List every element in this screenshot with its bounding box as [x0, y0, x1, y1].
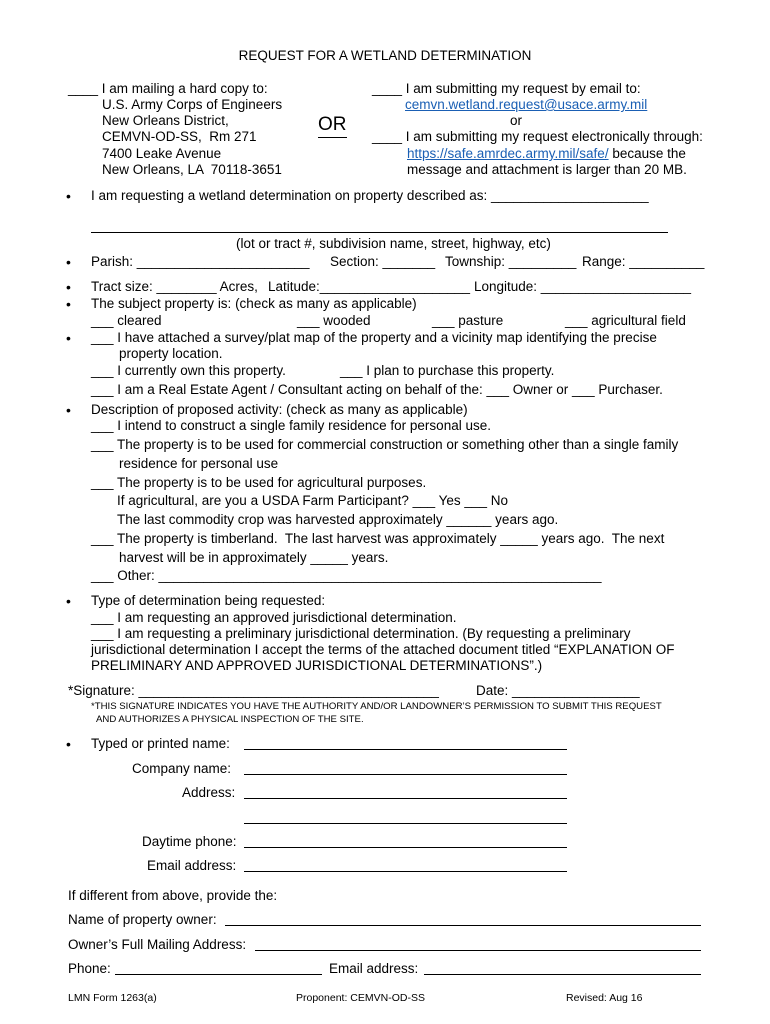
bullet-icon: • [66, 279, 71, 295]
timberland-line-2[interactable]: harvest will be in approximately _____ years. [119, 550, 389, 565]
commodity-question[interactable]: The last commodity crop was harvested approximately ______ years ago. [117, 512, 559, 527]
other-activity-field[interactable]: ___ Other: ___________________________________________________________ [91, 568, 602, 583]
pasture-checkbox[interactable]: ___ pasture [432, 313, 504, 328]
daytime-phone-input[interactable] [244, 847, 567, 848]
proponent: Proponent: CEMVN-OD-SS [296, 992, 425, 1004]
purchase-property-checkbox[interactable]: ___ I plan to purchase this property. [340, 363, 555, 378]
latitude-field[interactable]: Latitude:____________________ [268, 279, 470, 294]
address-line: U.S. Army Corps of Engineers [102, 97, 283, 112]
daytime-phone-label: Daytime phone: [142, 834, 237, 849]
signature-note-line-1: *THIS SIGNATURE INDICATES YOU HAVE THE AUTHORITY AND/OR LANDOWNER’S PERMISSION TO SUBMIT THIS REQUEST [91, 701, 662, 712]
url-suffix: because the [608, 146, 686, 161]
accept-terms-line-2: PRELIMINARY AND APPROVED JURISDICTIONAL DETERMINATIONS”.) [91, 658, 543, 673]
range-field[interactable]: Range: __________ [582, 254, 705, 269]
typed-name-input[interactable] [244, 749, 567, 750]
bullet-icon: • [66, 736, 71, 752]
owner-name-label: Name of property owner: [68, 912, 217, 927]
commercial-checkbox[interactable]: ___ The property is to be used for commercial construction or something other than a single family [91, 437, 679, 452]
revised-date: Revised: Aug 16 [566, 992, 643, 1004]
mail-option-line: ____ I am mailing a hard copy to: [68, 81, 268, 96]
different-heading: If different from above, provide the: [68, 888, 278, 903]
owner-mailing-label: Owner’s Full Mailing Address: [68, 937, 247, 952]
email-address-input[interactable] [244, 871, 567, 872]
bullet-icon: • [66, 402, 71, 418]
page-title: REQUEST FOR A WETLAND DETERMINATION [238, 48, 532, 63]
section-field[interactable]: Section: _______ [330, 254, 436, 269]
parish-field[interactable]: Parish: _______________________ [91, 254, 310, 269]
typed-name-label: Typed or printed name: [91, 736, 230, 751]
owner-mailing-input[interactable] [255, 950, 701, 951]
agricultural-checkbox[interactable]: ___ The property is to be used for agricultural purposes. [91, 475, 427, 490]
or-divider-label: OR [318, 114, 347, 138]
company-name-label: Company name: [132, 761, 232, 776]
approved-jd-checkbox[interactable]: ___ I am requesting an approved jurisdictional determination. [91, 610, 457, 625]
determination-label: Type of determination being requested: [91, 593, 326, 608]
address-line: CEMVN-OD-SS, Rm 271 [102, 129, 257, 144]
owner-phone-input[interactable] [115, 974, 322, 975]
address-input-line-2[interactable] [244, 823, 567, 824]
size-note: message and attachment is larger than 20 MB. [407, 162, 687, 177]
bullet-icon: • [66, 188, 71, 204]
owner-name-input[interactable] [225, 925, 701, 926]
address-line: New Orleans, LA 70118-3651 [102, 162, 282, 177]
bullet-icon: • [66, 254, 71, 270]
bullet-icon: • [66, 593, 71, 609]
property-description-field[interactable] [91, 232, 668, 233]
signature-field[interactable]: *Signature: ________________________________________ [68, 683, 439, 698]
address-line: New Orleans District, [102, 113, 229, 128]
address-label: Address: [182, 785, 236, 800]
preliminary-jd-checkbox[interactable]: ___ I am requesting a preliminary jurisdictional determination. (By requesting a preliminary [91, 626, 631, 641]
township-field[interactable]: Township: _________ [445, 254, 577, 269]
usda-question[interactable]: If agricultural, are you a USDA Farm Participant? ___ Yes ___ No [117, 493, 508, 508]
date-field[interactable]: Date: _________________ [476, 683, 640, 698]
email-link[interactable]: cemvn.wetland.request@usace.army.mil [405, 97, 648, 112]
signature-note-line-2: AND AUTHORIZES A PHYSICAL INSPECTION OF THE SITE. [96, 714, 364, 725]
email-option-line: ____ I am submitting my request by email to: [372, 81, 641, 96]
bullet-icon: • [66, 330, 71, 346]
survey-line-2: property location. [119, 346, 223, 361]
lot-caption: (lot or tract #, subdivision name, street, highway, etc) [236, 236, 551, 251]
longitude-field[interactable]: Longitude: ____________________ [474, 279, 691, 294]
accept-terms-line-1: jurisdictional determination I accept the terms of the attached document titled “EXPLANATION OF [91, 642, 675, 657]
email-address-label: Email address: [147, 858, 237, 873]
tract-size-field[interactable]: Tract size: ________ Acres, [91, 279, 258, 294]
electronic-option-line: ____ I am submitting my request electronically through: [372, 129, 703, 144]
form-number: LMN Form 1263(a) [68, 992, 157, 1004]
owner-email-label: Email address: [329, 961, 419, 976]
owner-email-input[interactable] [424, 974, 701, 975]
owner-phone-label: Phone: [68, 961, 111, 976]
requesting-line: I am requesting a wetland determination on property described as: _____________________ [91, 188, 649, 203]
subject-property-label: The subject property is: (check as many as applicable) [91, 296, 417, 311]
activity-label: Description of proposed activity: (check as many as applicable) [91, 402, 468, 417]
own-property-checkbox[interactable]: ___ I currently own this property. [91, 363, 286, 378]
survey-checkbox[interactable]: ___ I have attached a survey/plat map of the property and a vicinity map identifying the precise [91, 330, 657, 345]
address-input-line-1[interactable] [244, 798, 567, 799]
commercial-line-2: residence for personal use [119, 456, 279, 471]
safe-url-link[interactable]: https://safe.amrdec.army.mil/safe/ [407, 146, 609, 161]
company-name-input[interactable] [244, 774, 567, 775]
timberland-checkbox[interactable]: ___ The property is timberland. The last harvest was approximately _____ years ago. The next [91, 531, 665, 546]
agricultural-field-checkbox[interactable]: ___ agricultural field [565, 313, 686, 328]
address-line: 7400 Leake Avenue [102, 146, 222, 161]
or-small-label: or [510, 113, 523, 128]
agent-checkbox[interactable]: ___ I am a Real Estate Agent / Consultant acting on behalf of the: ___ Owner or ___ Purchaser. [91, 382, 663, 397]
wooded-checkbox[interactable]: ___ wooded [297, 313, 371, 328]
cleared-checkbox[interactable]: ___ cleared [91, 313, 162, 328]
bullet-icon: • [66, 296, 71, 312]
single-family-checkbox[interactable]: ___ I intend to construct a single family residence for personal use. [91, 418, 491, 433]
